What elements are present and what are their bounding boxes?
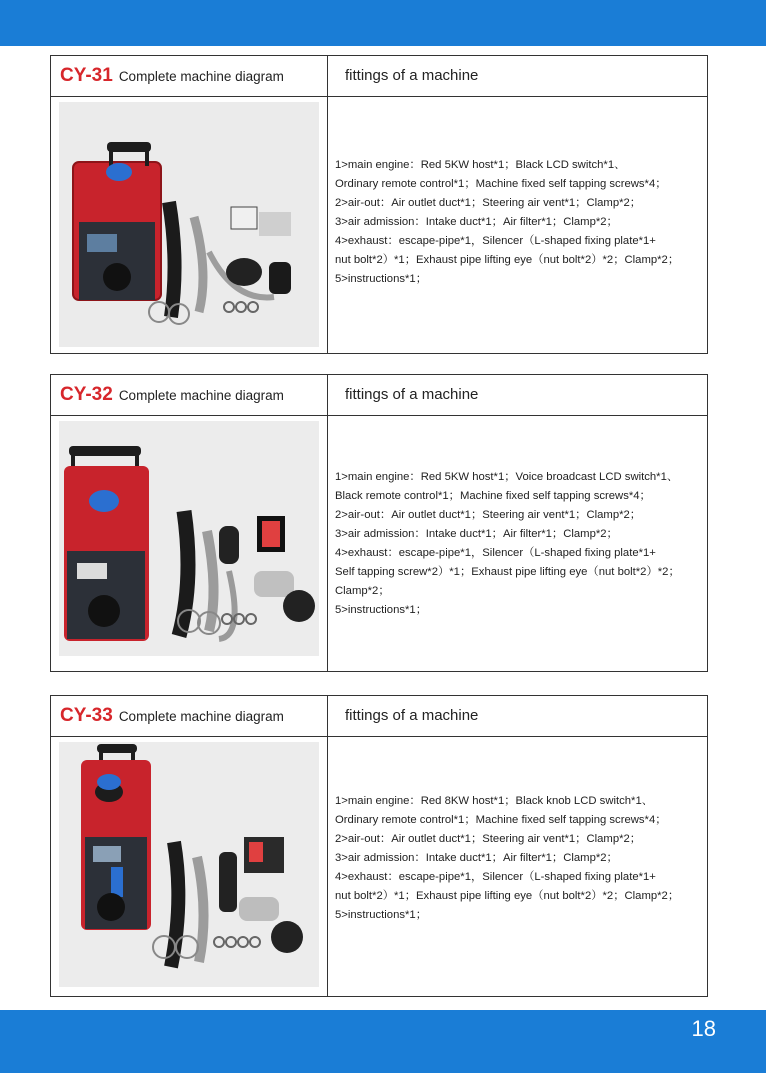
column-divider [327, 696, 328, 996]
description-line: 3>air admission：Intake duct*1；Air filter*1；Clamp*2； [335, 216, 618, 228]
fittings-description [335, 156, 705, 289]
description-line: Self tapping screw*2）*1；Exhaust pipe lifting eye（nut bolt*2）*2； [335, 566, 680, 578]
description-line: 2>air-out：Air outlet duct*1；Steering air vent*1；Clamp*2； [335, 197, 642, 209]
model-code: CY-33 [60, 705, 113, 726]
product-block-cy33 [50, 695, 708, 997]
description-line: Clamp*2； [335, 585, 390, 597]
block-title [60, 705, 284, 727]
description-line: 1>main engine：Red 5KW host*1；Voice broadcast LCD switch*1、 [335, 471, 679, 483]
description-line: Ordinary remote control*1；Machine fixed self tapping screws*4； [335, 178, 667, 190]
title-label: Complete machine diagram [118, 709, 284, 724]
model-code: CY-31 [60, 65, 113, 86]
description-line: 4>exhaust：escape-pipe*1，Silencer（L-shaped fixing plate*1+ [335, 235, 656, 247]
bottom-color-band [0, 1010, 766, 1073]
block-title [60, 65, 284, 87]
description-line: 2>air-out：Air outlet duct*1；Steering air vent*1；Clamp*2； [335, 509, 642, 521]
description-line: 5>instructions*1； [335, 604, 427, 616]
product-photo [59, 421, 319, 656]
fittings-description [335, 468, 705, 620]
description-line: Black remote control*1；Machine fixed self tapping screws*4； [335, 490, 651, 502]
description-line: 3>air admission：Intake duct*1；Air filter*1；Clamp*2； [335, 852, 618, 864]
product-block-cy32 [50, 374, 708, 672]
fittings-heading: fittings of a machine [345, 386, 479, 403]
page-number: 18 [691, 1016, 716, 1041]
description-line: Ordinary remote control*1；Machine fixed self tapping screws*4； [335, 814, 667, 826]
product-block-cy31 [50, 55, 708, 354]
title-label: Complete machine diagram [118, 388, 284, 403]
top-color-band [0, 0, 766, 46]
model-code: CY-32 [60, 384, 113, 405]
description-line: 3>air admission：Intake duct*1；Air filter*1；Clamp*2； [335, 528, 618, 540]
description-line: 5>instructions*1； [335, 909, 427, 921]
description-line: 2>air-out：Air outlet duct*1；Steering air vent*1；Clamp*2； [335, 833, 642, 845]
description-line: 1>main engine：Red 5KW host*1；Black LCD switch*1、 [335, 159, 626, 171]
description-line: 4>exhaust：escape-pipe*1，Silencer（L-shaped fixing plate*1+ [335, 547, 656, 559]
description-line: nut bolt*2）*1；Exhaust pipe lifting eye（nut bolt*2）*2；Clamp*2； [335, 890, 680, 902]
block-title [60, 384, 284, 406]
product-photo [59, 742, 319, 987]
column-divider [327, 56, 328, 353]
fittings-heading: fittings of a machine [345, 67, 479, 84]
description-line: 5>instructions*1； [335, 273, 427, 285]
description-line: 4>exhaust：escape-pipe*1，Silencer（L-shaped fixing plate*1+ [335, 871, 656, 883]
column-divider [327, 375, 328, 671]
product-photo [59, 102, 319, 347]
description-line: nut bolt*2）*1；Exhaust pipe lifting eye（nut bolt*2）*2；Clamp*2； [335, 254, 680, 266]
description-line: 1>main engine：Red 8KW host*1；Black knob LCD switch*1、 [335, 795, 654, 807]
fittings-heading: fittings of a machine [345, 707, 479, 724]
fittings-description [335, 792, 705, 925]
title-label: Complete machine diagram [118, 69, 284, 84]
